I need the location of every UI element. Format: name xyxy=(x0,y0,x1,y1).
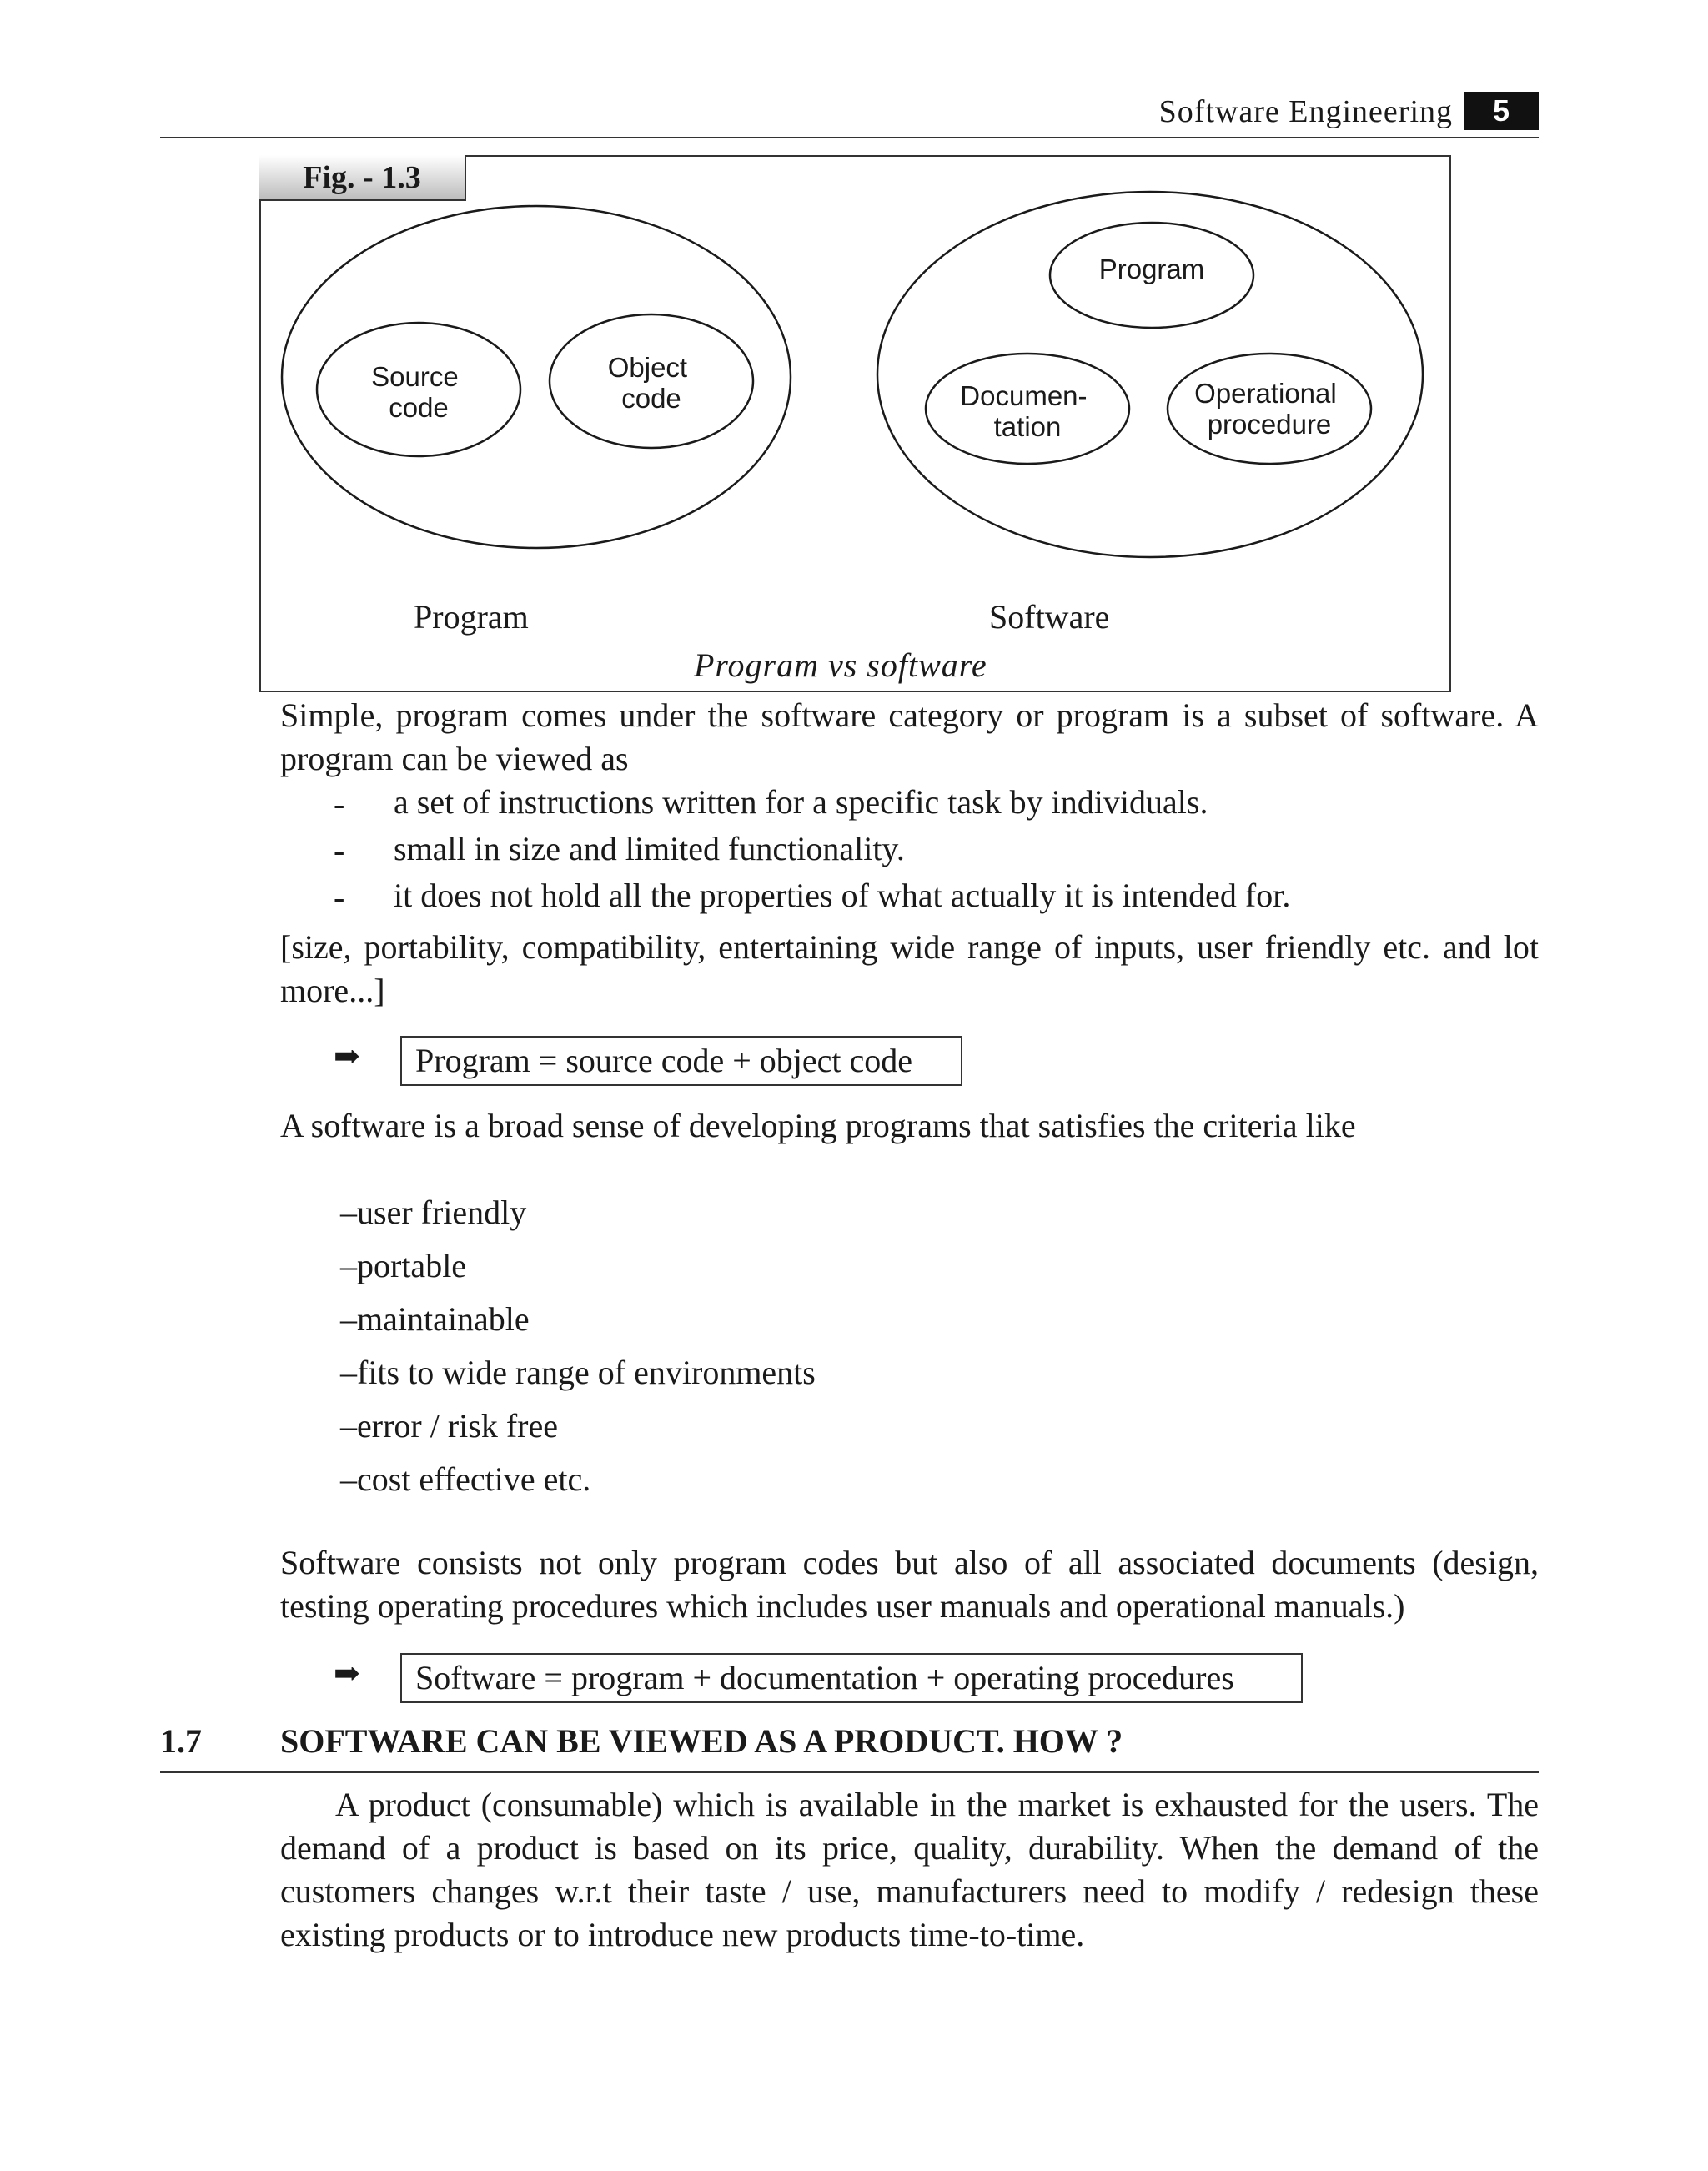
criteria-item-text: user friendly xyxy=(357,1194,527,1231)
section-rule xyxy=(160,1771,1539,1773)
software-formula-box: Software = program + documentation + operating procedures xyxy=(400,1653,1303,1703)
documentation-line-1: Documen- xyxy=(960,380,1088,411)
criteria-item-text: error / risk free xyxy=(357,1407,558,1445)
section-number: 1.7 xyxy=(160,1722,202,1760)
criteria-item: –portable xyxy=(340,1247,467,1284)
section-paragraph: A product (consumable) which is available in the market is exhausted for the users. The demand of a product is based on its price, quality, durability. When the demand of the customers changes w.r.t their taste / use, manufacturers need to modify / redesign these existing products or to introduce new products time-to-time. xyxy=(280,1786,1539,1953)
software-group-label: Software xyxy=(989,598,1110,636)
figure-label: Fig. - 1.3 xyxy=(259,155,466,201)
object-code-line-2: code xyxy=(621,383,681,414)
criteria-item: –cost effective etc. xyxy=(340,1460,591,1498)
source-code-text xyxy=(371,361,466,423)
page-number: 5 xyxy=(1464,92,1539,130)
bullet-item: small in size and limited functionality. xyxy=(394,830,905,867)
criteria-item: –maintainable xyxy=(340,1300,530,1338)
documentation-line-2: tation xyxy=(993,411,1062,442)
bullet-dash: - xyxy=(334,785,345,822)
software-outer-ellipse xyxy=(877,192,1423,557)
software-intro-text: A software is a broad sense of developing programs that satisfies the criteria like xyxy=(280,1107,1356,1144)
program-inner-line: Program xyxy=(1098,254,1205,284)
criteria-item-text: maintainable xyxy=(357,1300,530,1338)
bullet-dash: - xyxy=(334,832,345,869)
criteria-item: –fits to wide range of environments xyxy=(340,1354,816,1391)
figure-caption: Program vs software xyxy=(694,646,987,684)
criteria-item: –error / risk free xyxy=(340,1407,558,1445)
bracket-note: [size, portability, compatibility, entertaining wide range of inputs, user friendly etc. and lot more...] xyxy=(280,928,1539,1009)
source-code-line-2: code xyxy=(389,392,449,423)
object-code-line-1: Object xyxy=(607,352,688,383)
arrow-icon: ➡ xyxy=(334,1656,360,1691)
operational-procedure-line-1: Operational xyxy=(1194,378,1337,409)
software-docs-paragraph: Software consists not only program codes but also of all associated documents (design, testing operating procedures which includes user manuals and operational manuals.) xyxy=(280,1544,1539,1625)
arrow-icon: ➡ xyxy=(334,1039,360,1074)
program-outer-ellipse xyxy=(282,206,791,548)
criteria-item-text: portable xyxy=(357,1247,467,1284)
source-code-line-1: Source xyxy=(371,361,459,392)
bullet-item: a set of instructions written for a specific task by individuals. xyxy=(394,783,1208,821)
operational-procedure-text xyxy=(1194,378,1344,440)
bullet-item: it does not hold all the properties of what actually it is intended for. xyxy=(394,877,1291,914)
program-group-label: Program xyxy=(414,598,529,636)
documentation-text xyxy=(960,380,1094,442)
operational-procedure-line-2: procedure xyxy=(1207,409,1332,440)
header-rule xyxy=(160,137,1539,138)
running-header-title: Software Engineering xyxy=(1158,94,1453,129)
intro-paragraph: Simple, program comes under the software category or program is a subset of software. A program can be viewed as xyxy=(280,696,1539,777)
criteria-item: –user friendly xyxy=(340,1194,527,1231)
program-inner-text xyxy=(1099,254,1205,284)
criteria-item-text: cost effective etc. xyxy=(357,1460,591,1498)
program-formula-box: Program = source code + object code xyxy=(400,1036,962,1086)
section-heading: SOFTWARE CAN BE VIEWED AS A PRODUCT. HOW ? xyxy=(280,1722,1123,1760)
criteria-item-text: fits to wide range of environments xyxy=(357,1354,816,1391)
bullet-dash: - xyxy=(334,878,345,916)
object-code-text xyxy=(608,352,696,414)
